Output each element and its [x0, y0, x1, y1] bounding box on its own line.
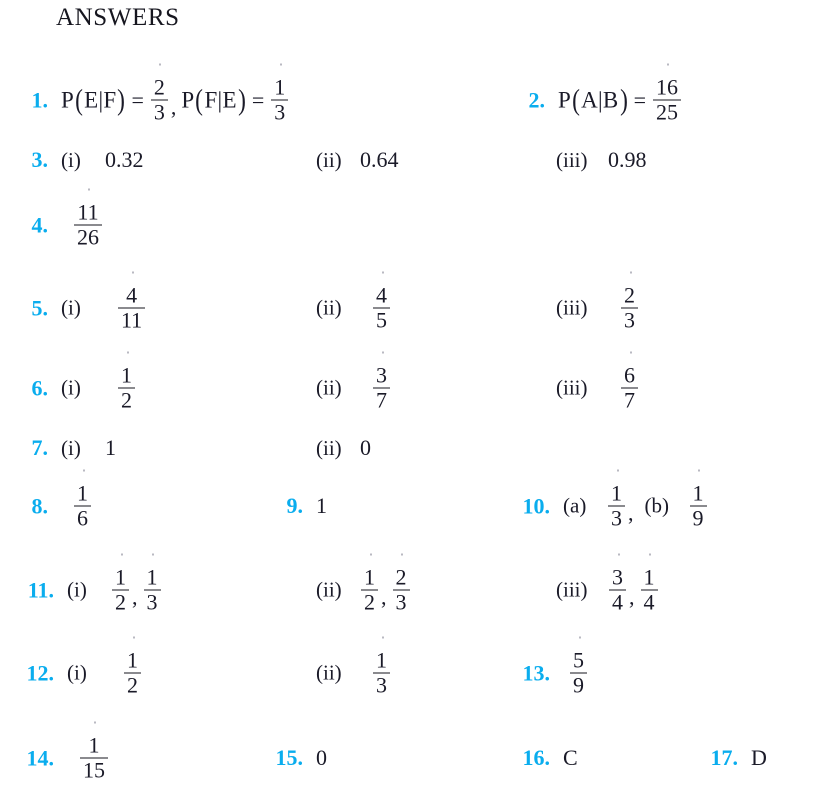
denominator: 3: [373, 673, 390, 697]
denominator: 26: [74, 225, 102, 249]
fraction-11i-1: [112, 564, 129, 615]
equals-sign-1: =: [131, 87, 144, 112]
numerator: 2: [153, 74, 165, 100]
item-7-value-i: 1: [105, 435, 116, 460]
numerator: 1: [376, 647, 387, 673]
item-9-value: 1: [316, 493, 327, 518]
answer-item-17: [702, 745, 767, 771]
denominator: 5: [373, 308, 390, 332]
numerator: 1: [88, 732, 100, 758]
fraction-2: [653, 74, 681, 125]
fraction-6iii: [621, 362, 638, 413]
answer-item-3-ii: [316, 147, 399, 173]
comma-separator: ,: [170, 94, 177, 120]
denominator: 4: [609, 590, 626, 614]
numerator: 1: [77, 480, 88, 506]
numerator: 1: [127, 647, 138, 673]
paren-open-icon: (: [195, 83, 204, 116]
sublabel-iii: (iii): [556, 147, 588, 172]
probability-symbol: P: [61, 87, 75, 112]
fraction-12ii: [373, 647, 390, 698]
sublabel-i: (i): [61, 375, 81, 400]
item-3-value-ii: 0.64: [360, 147, 399, 172]
sublabel-i: (i): [61, 147, 81, 172]
answer-item-9: [277, 493, 327, 519]
answer-item-7-ii: [316, 435, 371, 461]
fraction-10b: [690, 480, 707, 531]
paren-close-icon: ): [117, 83, 126, 116]
numerator: 3: [376, 362, 387, 388]
denominator: 9: [570, 673, 587, 697]
fraction-10a: [608, 480, 625, 531]
numerator: 16: [655, 74, 678, 100]
denominator: 9: [690, 506, 707, 530]
item-number-8: 8.: [31, 493, 48, 518]
answer-item-7: [22, 435, 116, 461]
denominator: 7: [621, 388, 638, 412]
equals-sign-2: =: [251, 87, 265, 112]
item-number-12: 12.: [26, 660, 54, 685]
fraction-5i: [118, 282, 145, 333]
numerator: 1: [115, 564, 126, 590]
denominator: 4: [641, 590, 658, 614]
numerator: 1: [692, 480, 704, 506]
numerator: 1: [364, 564, 375, 590]
numerator: 11: [77, 199, 99, 225]
answer-item-10: [514, 480, 708, 531]
fraction-11iii-1: [609, 564, 626, 615]
comma-separator: ,: [381, 584, 387, 610]
numerator: 1: [611, 480, 622, 506]
item-7-value-ii: 0: [360, 435, 371, 460]
numerator: 1: [643, 564, 655, 590]
denominator: 3: [151, 100, 168, 124]
denominator: 3: [621, 308, 638, 332]
item-number-14: 14.: [26, 745, 54, 770]
item-15-value: 0: [316, 745, 327, 770]
fraction-4: [74, 199, 102, 250]
sublabel-i: (i): [61, 295, 81, 320]
sublabel-iii: (iii): [556, 577, 588, 602]
sublabel-ii: (ii): [316, 660, 342, 685]
denominator: 2: [361, 590, 378, 614]
item-number-6: 6.: [31, 375, 48, 400]
answer-item-2: [519, 74, 682, 125]
answer-item-3-iii: [556, 147, 647, 173]
sublabel-i: (i): [61, 435, 81, 460]
sublabel-ii: (ii): [316, 147, 342, 172]
numerator: 1: [121, 362, 132, 388]
comma-separator: ,: [132, 584, 138, 610]
answer-item-16: [514, 745, 578, 771]
item-number-2: 2.: [528, 87, 545, 112]
item-number-5: 5.: [31, 295, 48, 320]
item-number-1: 1.: [31, 87, 48, 112]
denominator: 6: [74, 506, 91, 530]
sublabel-i: (i): [67, 577, 87, 602]
paren-open-icon: (: [75, 83, 83, 116]
fraction-5iii: [621, 282, 638, 333]
numerator: 4: [126, 282, 138, 308]
answer-item-14: [18, 732, 109, 783]
denominator: 3: [393, 590, 410, 614]
sublabel-a: (a): [563, 493, 587, 518]
item-1-expression: [61, 74, 289, 125]
numerator: 2: [624, 282, 635, 308]
denominator: 3: [608, 506, 625, 530]
comma-separator: ,: [629, 584, 635, 610]
item-number-4: 4.: [31, 212, 48, 237]
fraction-11iii-2: [641, 564, 658, 615]
sublabel-b: (b): [644, 493, 669, 518]
item-number-11: 11.: [27, 577, 54, 602]
numerator: 5: [573, 647, 584, 673]
item-number-10: 10.: [522, 493, 550, 518]
sublabel-iii: (iii): [556, 295, 588, 320]
comma-separator: ,: [628, 500, 634, 526]
answer-item-11-iii: [556, 564, 659, 615]
denominator: 2: [118, 388, 135, 412]
fraction-14: [80, 732, 108, 783]
fraction-5ii: [373, 282, 390, 333]
probability-symbol: P: [558, 87, 572, 112]
item-2-expression: [558, 74, 682, 125]
answer-item-5-ii: [316, 282, 391, 333]
denominator: 11: [118, 308, 145, 332]
item-number-9: 9.: [286, 493, 303, 518]
fraction-12i: [124, 647, 141, 698]
denominator: 3: [144, 590, 161, 614]
answer-item-4: [22, 199, 103, 250]
item-number-16: 16.: [522, 745, 550, 770]
answer-item-6: [22, 362, 136, 413]
equals-sign: =: [633, 87, 646, 112]
item-number-15: 15.: [275, 745, 303, 770]
answer-item-5: [22, 282, 146, 333]
answer-item-1: [22, 74, 289, 125]
numerator: 4: [376, 282, 387, 308]
denominator: 2: [112, 590, 129, 614]
answer-item-6-ii: [316, 362, 391, 413]
item-3-value-iii: 0.98: [608, 147, 647, 172]
denominator: 2: [124, 673, 141, 697]
paren-close-icon: ): [237, 83, 246, 116]
sublabel-ii: (ii): [316, 577, 342, 602]
item-1-arg-1: E|F: [84, 87, 117, 112]
paren-close-icon: ): [619, 83, 628, 116]
item-2-arg: A|B: [581, 87, 619, 112]
numerator: 3: [612, 564, 623, 590]
item-number-7: 7.: [31, 435, 48, 460]
answer-item-12: [18, 647, 142, 698]
denominator: 25: [653, 100, 681, 124]
page-title: ANSWERS: [56, 4, 180, 31]
fraction-11ii-1: [361, 564, 378, 615]
fraction-8: [74, 480, 91, 531]
numerator: 6: [624, 362, 635, 388]
numerator: 1: [146, 564, 158, 590]
answer-item-15: [267, 745, 327, 771]
sublabel-i: (i): [67, 660, 87, 685]
denominator: 7: [373, 388, 390, 412]
sublabel-ii: (ii): [316, 435, 342, 460]
item-number-3: 3.: [31, 147, 48, 172]
numerator: 2: [395, 564, 407, 590]
item-1-arg-2: F|E: [204, 87, 237, 112]
item-3-value-i: 0.32: [105, 147, 144, 172]
answer-item-8: [22, 480, 92, 531]
fraction-13: [570, 647, 587, 698]
fraction-1b: [271, 74, 288, 125]
fraction-1a: [151, 74, 168, 125]
fraction-6ii: [373, 362, 390, 413]
numerator: 1: [274, 74, 286, 100]
answer-item-11-ii: [316, 564, 411, 615]
paren-open-icon: (: [572, 83, 580, 116]
fraction-11i-2: [144, 564, 161, 615]
item-16-value: C: [563, 745, 578, 770]
probability-symbol-2: P: [181, 87, 195, 112]
denominator: 15: [80, 758, 108, 782]
answer-item-12-ii: [316, 647, 391, 698]
fraction-6i: [118, 362, 135, 413]
sublabel-ii: (ii): [316, 295, 342, 320]
item-number-13: 13.: [522, 660, 550, 685]
sublabel-ii: (ii): [316, 375, 342, 400]
sublabel-iii: (iii): [556, 375, 588, 400]
denominator: 3: [271, 100, 288, 124]
answer-item-11: [18, 564, 162, 615]
answer-item-13: [514, 647, 588, 698]
item-number-17: 17.: [710, 745, 738, 770]
answer-item-5-iii: [556, 282, 639, 333]
fraction-11ii-2: [393, 564, 410, 615]
answer-item-3: [22, 147, 144, 173]
answer-item-6-iii: [556, 362, 639, 413]
item-17-value: D: [751, 745, 767, 770]
